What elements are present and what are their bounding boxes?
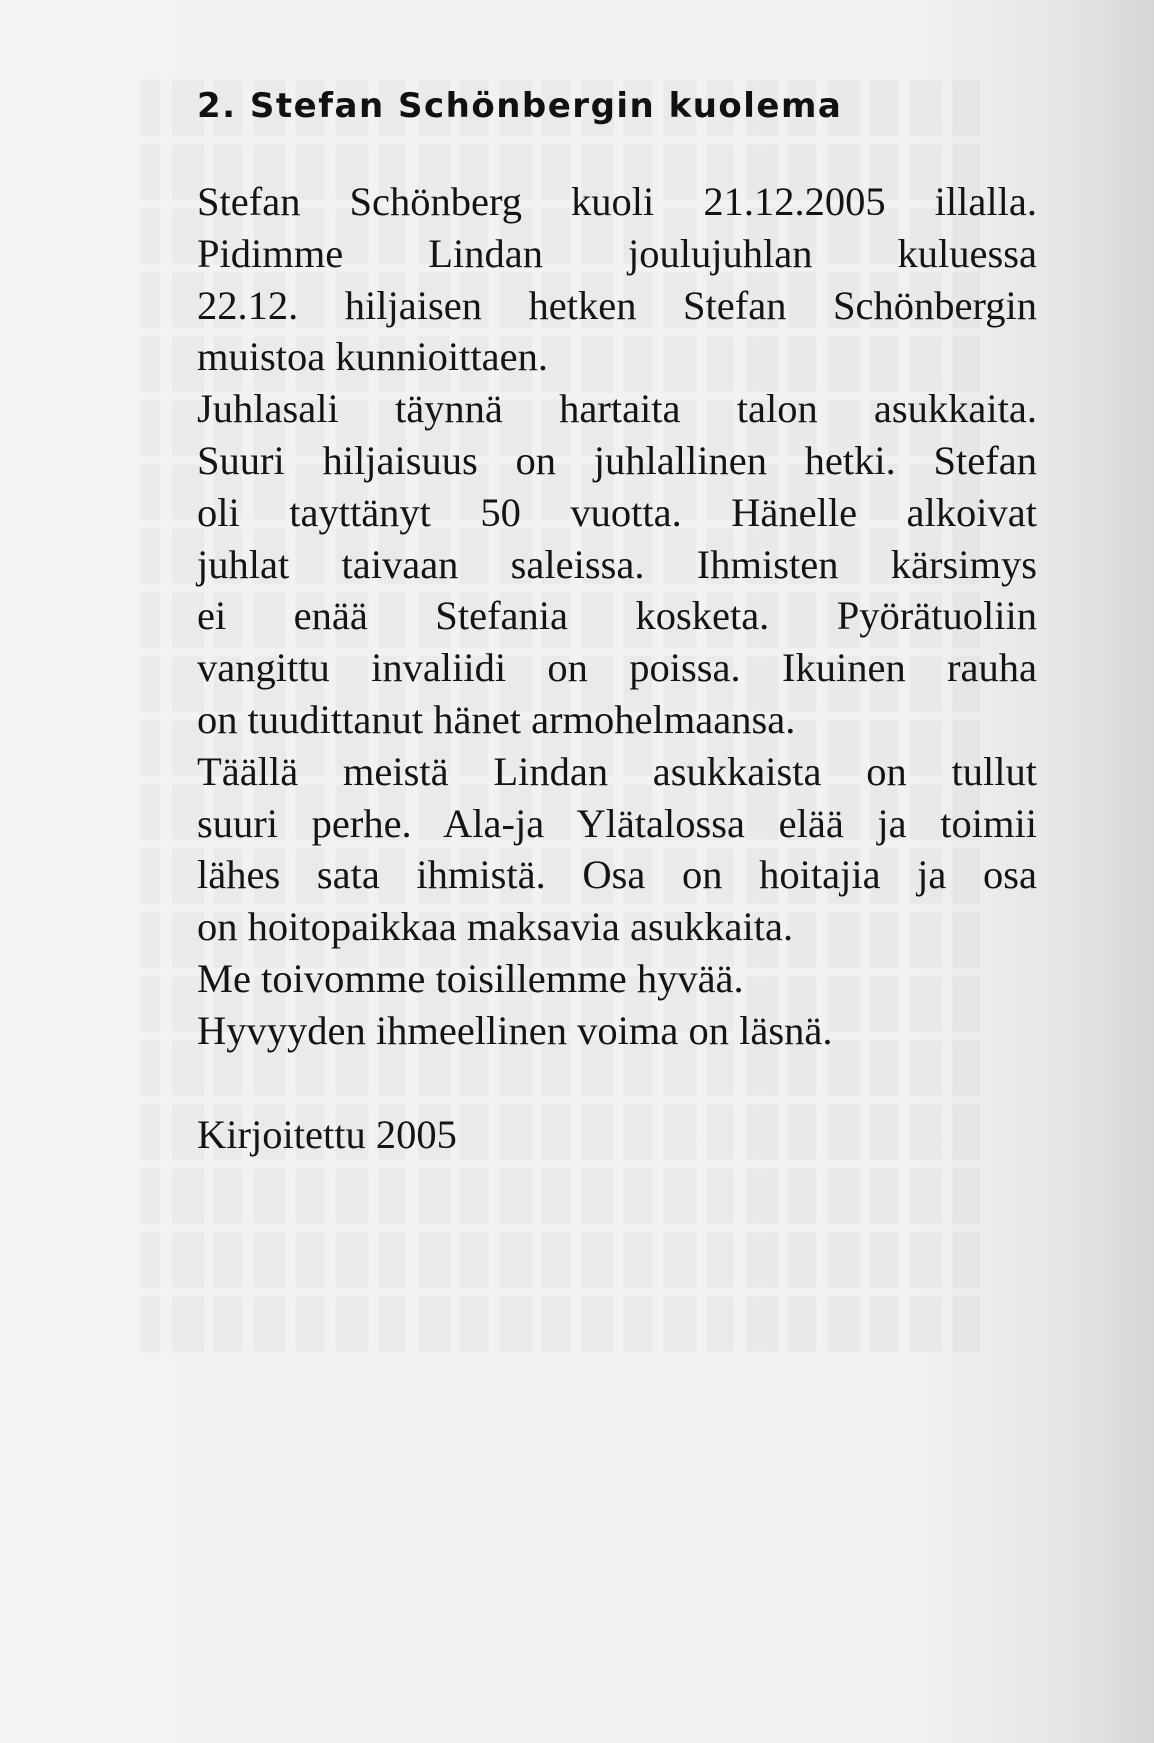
body-line: Suuri hiljaisuus on juhlallinen hetki. Stefan (197, 437, 1037, 483)
body-line: juhlat taivaan saleissa. Ihmisten kärsimys (197, 541, 1037, 587)
page-content (197, 80, 1037, 1160)
body-line: Me toivomme toisillemme hyvää. (197, 955, 744, 1001)
body-line: Juhlasali täynnä hartaita talon asukkaita. (197, 386, 1037, 432)
body-line: oli tayttänyt 50 vuotta. Hänelle alkoivat (197, 489, 1037, 535)
body-line: lähes sata ihmistä. Osa on hoitajia ja osa (197, 852, 1037, 898)
body-line: Hyvyyden ihmeellinen voima on läsnä. (197, 1007, 833, 1053)
body-text (197, 176, 1037, 1057)
body-line: on tuudittanut hänet armohelmaansa. (197, 696, 796, 742)
signature-line: Kirjoitettu 2005 (197, 1111, 457, 1157)
body-line: Pidimme Lindan joulujuhlan kuluessa (197, 230, 1037, 276)
chapter-heading: 2. Stefan Schönbergin kuolema (197, 86, 843, 126)
body-line: 22.12. hiljaisen hetken Stefan Schönbergin (197, 282, 1037, 328)
body-line: Stefan Schönberg kuoli 21.12.2005 illalla. (197, 179, 1037, 224)
body-line: Täällä meistä Lindan asukkaista on tullut (197, 748, 1037, 794)
body-line: muistoa kunnioittaen. (197, 334, 548, 380)
body-line: ei enää Stefania kosketa. Pyörätuoliin (197, 593, 1037, 639)
body-line: vangittu invaliidi on poissa. Ikuinen rauha (197, 645, 1037, 691)
body-line: suuri perhe. Ala-ja Ylätalossa elää ja toimii (197, 800, 1037, 846)
body-line: on hoitopaikkaa maksavia asukkaita. (197, 904, 794, 950)
